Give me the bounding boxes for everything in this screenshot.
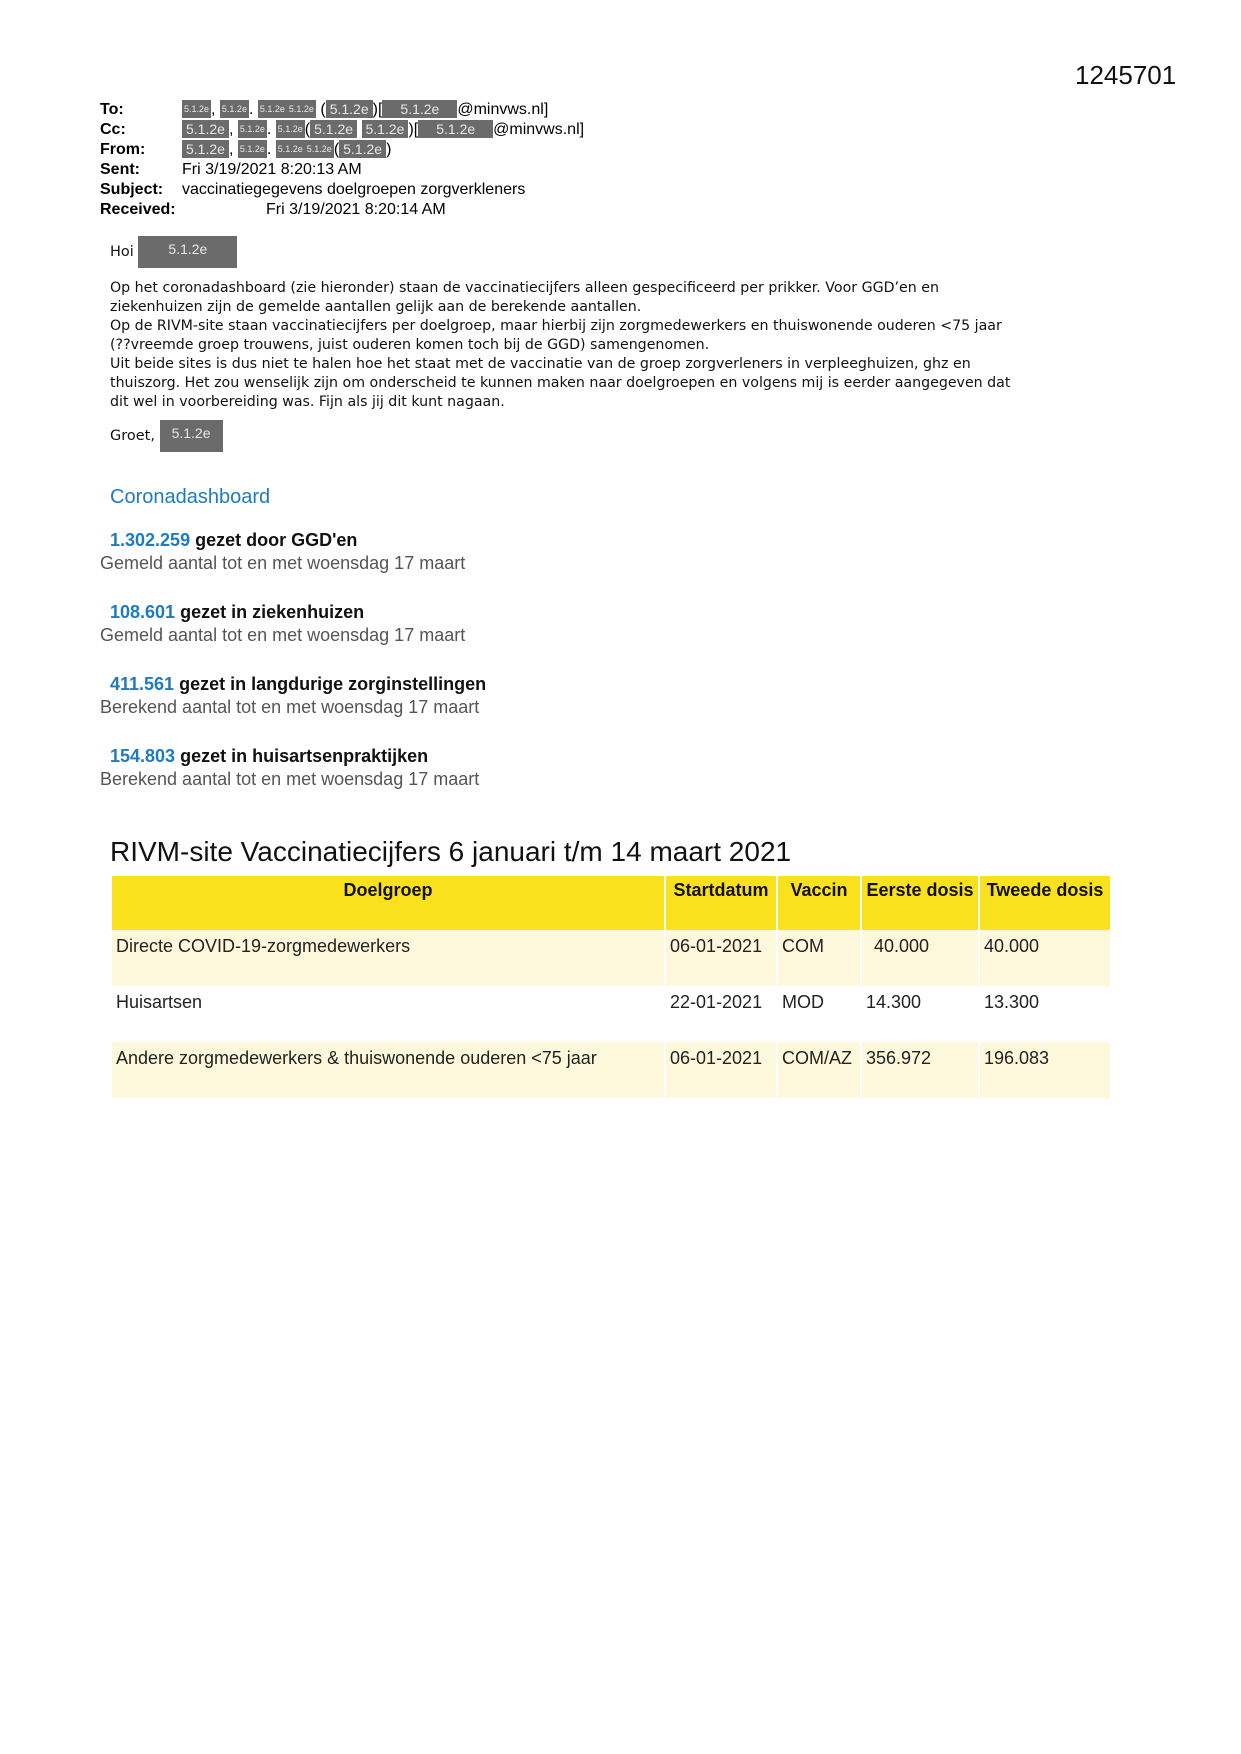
stat-number: 1.302.259 — [110, 530, 191, 550]
stat-number: 411.561 — [110, 674, 175, 694]
table-title: RIVM-site Vaccinatiecijfers 6 januari t/m 14 maart 2021 — [110, 836, 792, 867]
column-header: Doelgroep — [112, 876, 664, 930]
received-value: Fri 3/19/2021 8:20:14 AM — [266, 201, 446, 218]
email-body — [110, 279, 1010, 412]
stat-sub: Berekend aantal tot en met woensdag 17 maart — [100, 697, 480, 717]
redaction: 5.1.2e — [182, 100, 211, 118]
sent-label: Sent: — [100, 161, 140, 178]
from-label: From: — [100, 141, 146, 158]
closing-text: Groet, — [110, 428, 155, 444]
redaction: 5.1.2e — [287, 100, 316, 118]
redaction: 5.1.2e — [182, 120, 229, 138]
to-label: To: — [100, 101, 124, 118]
body-line: Uit beide sites is dus niet te halen hoe het staat met de vaccinatie van de groep zorgverleners in verpleeghuizen, ghz en — [110, 356, 971, 372]
document-id: 1245701 — [1075, 60, 1177, 90]
stat-huisartsen — [100, 746, 479, 790]
redaction: 5.1.2e — [276, 120, 305, 138]
redaction: 5.1.2e — [382, 100, 457, 118]
redaction: 5.1.2e — [238, 140, 267, 158]
stat-sub: Berekend aantal tot en met woensdag 17 maart — [100, 769, 480, 789]
subject-value: vaccinatiegegevens doelgroepen zorgverkleners — [182, 181, 526, 198]
column-header: Vaccin — [778, 876, 860, 930]
sent-value: Fri 3/19/2021 8:20:13 AM — [182, 161, 362, 178]
cell-startdatum: 22-01-2021 — [666, 986, 776, 1042]
stat-label: gezet door GGD'en — [195, 530, 358, 550]
cell-doelgroep: Andere zorgmedewerkers & thuiswonende ouderen <75 jaar — [112, 1042, 664, 1098]
stat-ggd — [100, 530, 465, 574]
table-row — [112, 1042, 1110, 1098]
cell-tweede-dosis: 13.300 — [980, 986, 1110, 1042]
cc-value: 5.1.2e , 5.1.2e . 5.1.2e ( 5.1.2e 5.1.2e )[ 5.1.2e @minvws.nl] — [182, 120, 584, 140]
to-domain: @minvws.nl] — [457, 101, 549, 118]
redaction: 5.1.2e — [276, 140, 305, 158]
stat-label: gezet in ziekenhuizen — [180, 602, 365, 622]
cell-startdatum: 06-01-2021 — [666, 930, 776, 986]
stat-label: gezet in huisartsenpraktijken — [180, 746, 429, 766]
stat-langdurige-zorg — [100, 674, 486, 718]
redaction: 5.1.2e — [138, 236, 237, 268]
body-line: (??vreemde groep trouwens, juist ouderen komen toch bij de GGD) samengenomen. — [110, 337, 710, 353]
closing — [110, 420, 223, 452]
greeting-text: Hoi — [110, 244, 134, 260]
cell-vaccin: MOD — [778, 986, 860, 1042]
cell-vaccin: COM — [778, 930, 860, 986]
body-line: dit wel in voorbereiding was. Fijn als jij dit kunt nagaan. — [110, 394, 505, 410]
cell-tweede-dosis: 40.000 — [980, 930, 1110, 986]
column-header: Eerste dosis — [862, 876, 978, 930]
cell-startdatum: 06-01-2021 — [666, 1042, 776, 1098]
subject-label: Subject: — [100, 181, 164, 198]
redaction: 5.1.2e — [305, 140, 334, 158]
body-line: Op het coronadashboard (zie hieronder) staan de vaccinatiecijfers alleen gespecificeerd per prikker. Voor GGD’en en — [110, 280, 939, 296]
redaction: 5.1.2e — [258, 100, 287, 118]
cell-eerste-dosis: 14.300 — [862, 986, 978, 1042]
redaction: 5.1.2e — [310, 120, 357, 138]
body-line: ziekenhuizen zijn de gemelde aantallen gelijk aan de berekende aantallen. — [110, 299, 642, 315]
body-line: thuiszorg. Het zou wenselijk zijn om onderscheid te kunnen maken naar doelgroepen en volgens mij is eerder aangegeven dat — [110, 375, 1011, 391]
received-label: Received: — [100, 201, 176, 218]
stat-sub: Gemeld aantal tot en met woensdag 17 maart — [100, 625, 466, 645]
stat-label: gezet in langdurige zorginstellingen — [179, 674, 487, 694]
table-header-row — [112, 876, 1110, 930]
stat-ziekenhuizen — [100, 602, 465, 646]
cell-tweede-dosis: 196.083 — [980, 1042, 1110, 1098]
stat-sub: Gemeld aantal tot en met woensdag 17 maart — [100, 553, 466, 573]
body-line: Op de RIVM-site staan vaccinatiecijfers per doelgroep, maar hierbij zijn zorgmedewerkers en thuiswonende ouderen <75 jaar — [110, 318, 1002, 334]
redaction: 5.1.2e — [362, 120, 409, 138]
greeting — [110, 236, 237, 268]
redaction: 5.1.2e — [160, 420, 223, 452]
rivm-table — [110, 876, 1112, 1098]
cc-label: Cc: — [100, 121, 126, 138]
column-header: Tweede dosis — [980, 876, 1110, 930]
column-header: Startdatum — [666, 876, 776, 930]
redaction: 5.1.2e — [182, 140, 229, 158]
cell-doelgroep: Huisartsen — [112, 986, 664, 1042]
redaction: 5.1.2e — [339, 140, 386, 158]
from-value: 5.1.2e , 5.1.2e . 5.1.2e 5.1.2e ( 5.1.2e ) — [182, 140, 391, 160]
cell-doelgroep: Directe COVID-19-zorgmedewerkers — [112, 930, 664, 986]
cell-vaccin: COM/AZ — [778, 1042, 860, 1098]
dashboard-title: Coronadashboard — [110, 486, 271, 508]
stat-number: 108.601 — [110, 602, 176, 622]
cell-eerste-dosis: 356.972 — [862, 1042, 978, 1098]
cell-eerste-dosis: 40.000 — [862, 930, 978, 986]
redaction: 5.1.2e — [326, 100, 373, 118]
table-row — [112, 930, 1110, 986]
redaction: 5.1.2e — [238, 120, 267, 138]
redaction: 5.1.2e — [418, 120, 493, 138]
to-value: 5.1.2e , 5.1.2e . 5.1.2e 5.1.2e ( 5.1.2e )[ 5.1.2e @minvws.nl] — [184, 101, 549, 118]
stat-number: 154.803 — [110, 746, 176, 766]
cc-domain: @minvws.nl] — [493, 121, 585, 138]
redaction: 5.1.2e — [220, 100, 249, 118]
table-row — [112, 986, 1110, 1042]
